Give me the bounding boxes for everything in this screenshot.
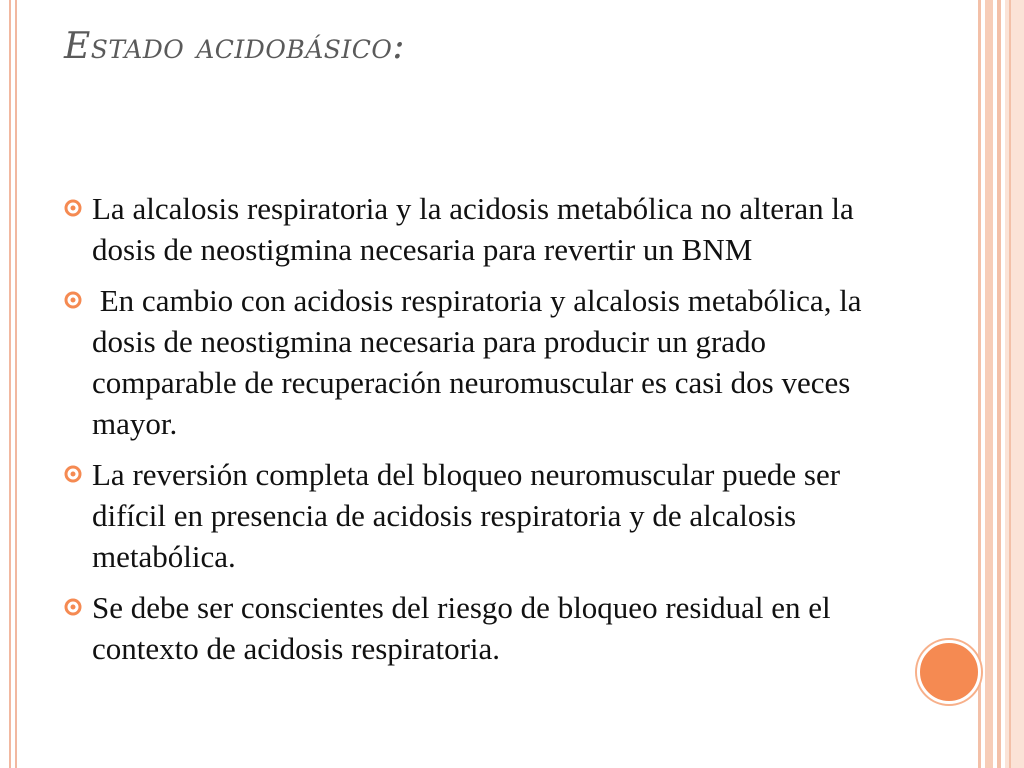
- bullet-circle-icon: [64, 598, 82, 616]
- right-decor-band: [978, 0, 1024, 768]
- right-decor-stripe-3: [997, 0, 1001, 768]
- right-decor-stripe-1: [978, 0, 981, 768]
- bullet-list: [64, 188, 914, 679]
- bullet-item-3: [64, 454, 914, 577]
- bullet-circle-icon: [64, 199, 82, 217]
- bullet-item-1: [64, 188, 914, 270]
- left-decor-line-2: [15, 0, 17, 768]
- right-decor-stripe-5: [1009, 0, 1011, 768]
- right-decor-stripe-4: [1005, 0, 1024, 768]
- bullet-circle-icon: [64, 465, 82, 483]
- bullet-circle-icon: [64, 291, 82, 309]
- orange-circle-decor: [917, 640, 981, 704]
- bullet-text-4: Se debe ser conscientes del riesgo de bloqueo residual en el contexto de acidosis respiratoria.: [92, 590, 831, 666]
- bullet-item-2: [64, 280, 914, 444]
- bullet-text-3: La reversión completa del bloqueo neuromuscular puede ser difícil en presencia de acidosis respiratoria y de alcalosis metabólica.: [92, 457, 841, 574]
- slide-title: Estado acidobásico:: [64, 26, 406, 67]
- right-decor-stripe-2: [985, 0, 993, 768]
- bullet-item-4: [64, 587, 914, 669]
- left-decor-line-1: [9, 0, 11, 768]
- bullet-text-1: La alcalosis respiratoria y la acidosis metabólica no alteran la dosis de neostigmina necesaria para revertir un BNM: [92, 191, 854, 267]
- bullet-text-2: En cambio con acidosis respiratoria y alcalosis metabólica, la dosis de neostigmina necesaria para producir un grado comparable de recuperación neuromuscular es casi dos veces mayor.: [92, 283, 870, 441]
